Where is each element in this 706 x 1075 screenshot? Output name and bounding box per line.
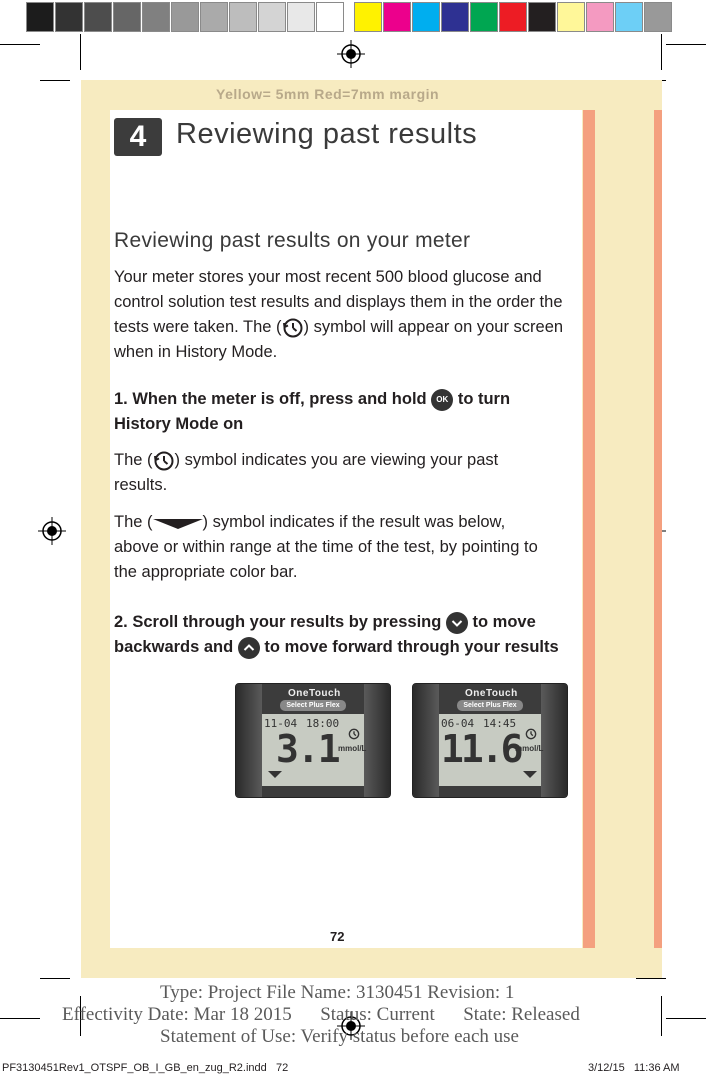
step2-heading-text-middle: to move backwards and bbox=[114, 613, 536, 656]
color-swatch bbox=[316, 2, 344, 32]
slug-line-2: Effectivity Date: Mar 18 2015 Status: Current State: Released bbox=[62, 1004, 580, 1025]
slug-line-3: Statement of Use: Verify status before each use bbox=[160, 1026, 519, 1047]
intro-text: Your meter stores your most recent 500 blood glucose and control solution test results and displays them in the order the tests were taken. The ( bbox=[114, 268, 563, 336]
color-swatch bbox=[470, 2, 498, 32]
range-indicator-arrow-icon bbox=[523, 771, 537, 778]
red-margin-guide bbox=[654, 110, 662, 948]
registration-target-icon bbox=[337, 40, 365, 68]
color-swatch bbox=[615, 2, 643, 32]
meter-model: Select Plus Flex bbox=[457, 700, 523, 711]
meter-reading: 11.6 bbox=[441, 727, 521, 771]
history-clock-icon bbox=[525, 728, 537, 740]
chapter-number: 4 bbox=[114, 118, 162, 156]
color-swatch bbox=[499, 2, 527, 32]
intro-text-end: ) symbol will appear on your screen when in History Mode. bbox=[114, 318, 564, 361]
meter-date: 11-04 bbox=[264, 717, 298, 730]
meter-brand: OneTouch bbox=[288, 688, 341, 699]
color-swatch bbox=[557, 2, 585, 32]
meter-display-high bbox=[412, 683, 568, 798]
meter-screen bbox=[439, 714, 544, 786]
meter-date: 06-04 bbox=[441, 717, 475, 730]
meter-display-low bbox=[235, 683, 391, 798]
color-swatch bbox=[441, 2, 469, 32]
range-indicator-text-end: ) symbol indicates if the result was below, above or within range at the time of the test, by pointing to the appropriate color bar. bbox=[114, 513, 538, 581]
up-button-icon bbox=[238, 637, 260, 659]
meter-brand: OneTouch bbox=[465, 688, 518, 699]
slug-line-1: Type: Project File Name: 3130451 Revision: 1 bbox=[160, 982, 515, 1003]
meter-screen bbox=[262, 714, 367, 786]
color-swatch bbox=[200, 2, 228, 32]
history-clock-icon bbox=[153, 450, 175, 472]
history-symbol-text-end: ) symbol indicates you are viewing your past results. bbox=[114, 451, 499, 494]
range-indicator-arrow-icon bbox=[268, 771, 282, 778]
color-swatch bbox=[142, 2, 170, 32]
ok-button-icon bbox=[431, 389, 453, 411]
history-symbol-paragraph bbox=[114, 448, 544, 498]
meter-unit: mmol/L bbox=[338, 744, 367, 753]
color-swatch bbox=[644, 2, 672, 32]
color-swatch bbox=[113, 2, 141, 32]
color-swatch bbox=[354, 2, 382, 32]
color-swatch bbox=[171, 2, 199, 32]
meter-unit: mmol/L bbox=[515, 744, 544, 753]
color-swatch bbox=[26, 2, 54, 32]
color-swatch bbox=[55, 2, 83, 32]
color-swatch bbox=[383, 2, 411, 32]
margin-note: Yellow= 5mm Red=7mm margin bbox=[216, 86, 440, 102]
history-symbol-text: The ( bbox=[114, 451, 153, 469]
footer-filename: PF3130451Rev1_OTSPF_OB_I_GB_en_zug_R2.indd 72 bbox=[2, 1062, 289, 1074]
color-swatch bbox=[528, 2, 556, 32]
history-clock-icon bbox=[282, 317, 304, 339]
ok-label: OK bbox=[436, 394, 449, 404]
color-swatch bbox=[412, 2, 440, 32]
color-swatch bbox=[287, 2, 315, 32]
step2-heading-text-end: to move forward through your results bbox=[264, 638, 559, 656]
range-indicator-paragraph bbox=[114, 510, 544, 585]
step1-heading-text: 1. When the meter is off, press and hold bbox=[114, 390, 427, 408]
color-swatch bbox=[258, 2, 286, 32]
color-swatch bbox=[229, 2, 257, 32]
range-indicator-text: The ( bbox=[114, 513, 153, 531]
meter-model: Select Plus Flex bbox=[280, 700, 346, 711]
step2-heading bbox=[114, 610, 574, 660]
chapter-title: Reviewing past results bbox=[176, 118, 478, 150]
page-number: 72 bbox=[330, 929, 345, 944]
meter-time: 14:45 bbox=[483, 717, 517, 730]
section-title: Reviewing past results on your meter bbox=[114, 229, 471, 252]
color-swatch bbox=[586, 2, 614, 32]
history-clock-icon bbox=[348, 728, 360, 740]
down-button-icon bbox=[446, 612, 468, 634]
red-margin-guide bbox=[583, 110, 595, 948]
step1-heading bbox=[114, 387, 544, 437]
color-swatch bbox=[84, 2, 112, 32]
registration-target-icon bbox=[38, 517, 66, 545]
meter-reading: 3.1 bbox=[276, 727, 339, 771]
meter-time: 18:00 bbox=[306, 717, 340, 730]
step2-heading-text: 2. Scroll through your results by pressing bbox=[114, 613, 442, 631]
intro-paragraph bbox=[114, 265, 574, 365]
range-indicator-arrow-icon bbox=[153, 516, 203, 530]
color-calibration-bar bbox=[26, 2, 673, 32]
step1-heading-text-end: to turn History Mode on bbox=[114, 390, 511, 433]
footer-date: 3/12/15 11:36 AM bbox=[588, 1062, 680, 1074]
